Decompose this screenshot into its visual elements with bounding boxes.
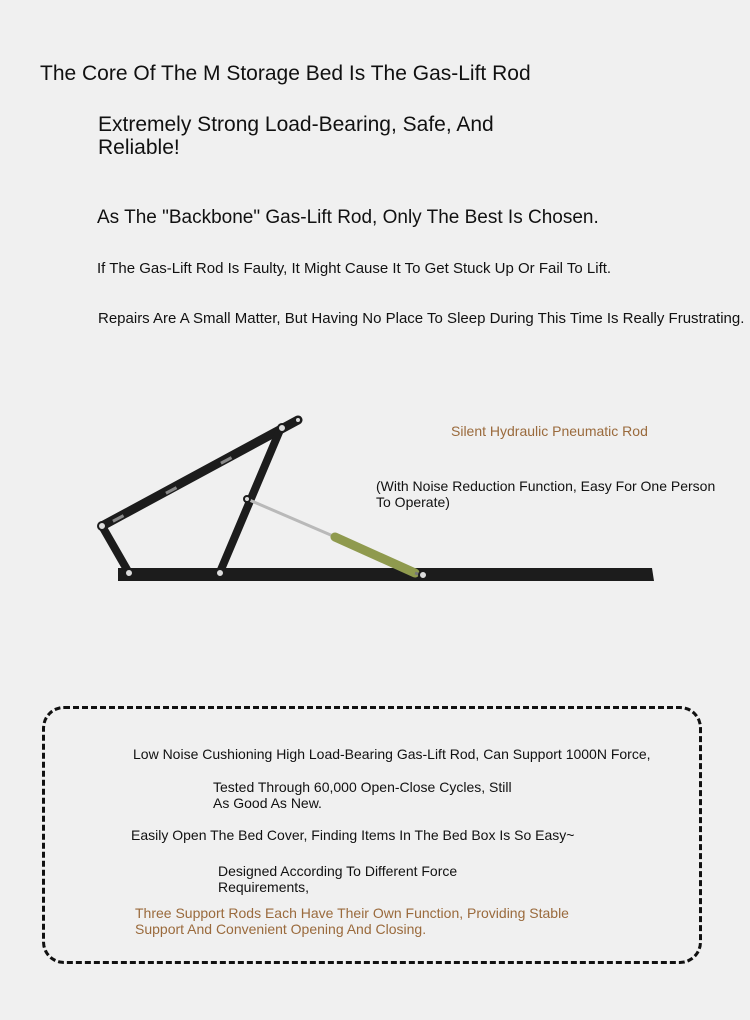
page-title: The Core Of The M Storage Bed Is The Gas-Lift Rod [40, 62, 531, 85]
feature-text-cycles: Tested Through 60,000 Open-Close Cycles, Still As Good As New. [213, 779, 512, 811]
intro-text-repairs: Repairs Are A Small Matter, But Having No Place To Sleep During This Time Is Really Frustrating. [98, 310, 745, 327]
diagram-caption-note: (With Noise Reduction Function, Easy For One Person To Operate) [376, 478, 716, 510]
pivot [125, 569, 133, 577]
left-link [102, 526, 129, 573]
pivot [98, 522, 106, 530]
base-rail [118, 568, 654, 581]
pivot [244, 496, 250, 502]
pivot [278, 424, 286, 432]
feature-text-support-rods: Three Support Rods Each Have Their Own Function, Providing Stable Support And Convenient Opening And Closing. [135, 905, 569, 937]
pivot [419, 571, 427, 579]
gas-rod-cylinder [335, 537, 415, 573]
feature-text-load: Low Noise Cushioning High Load-Bearing Gas-Lift Rod, Can Support 1000N Force, [133, 746, 651, 762]
intro-text-faulty: If The Gas-Lift Rod Is Faulty, It Might Cause It To Get Stuck Up Or Fail To Lift. [97, 260, 612, 277]
feature-text-force: Designed According To Different Force Requirements, [218, 863, 458, 895]
pivot [295, 417, 301, 423]
gas-rod-shaft [247, 499, 340, 539]
intro-headline: As The "Backbone" Gas-Lift Rod, Only The Best Is Chosen. [97, 207, 599, 228]
pivot [216, 569, 224, 577]
top-arm [102, 420, 298, 526]
diagram-caption-title: Silent Hydraulic Pneumatic Rod [451, 423, 648, 439]
feature-text-easy-open: Easily Open The Bed Cover, Finding Items In The Bed Box Is So Easy~ [131, 827, 575, 843]
page-subtitle: Extremely Strong Load-Bearing, Safe, And Reliable! [98, 113, 494, 159]
